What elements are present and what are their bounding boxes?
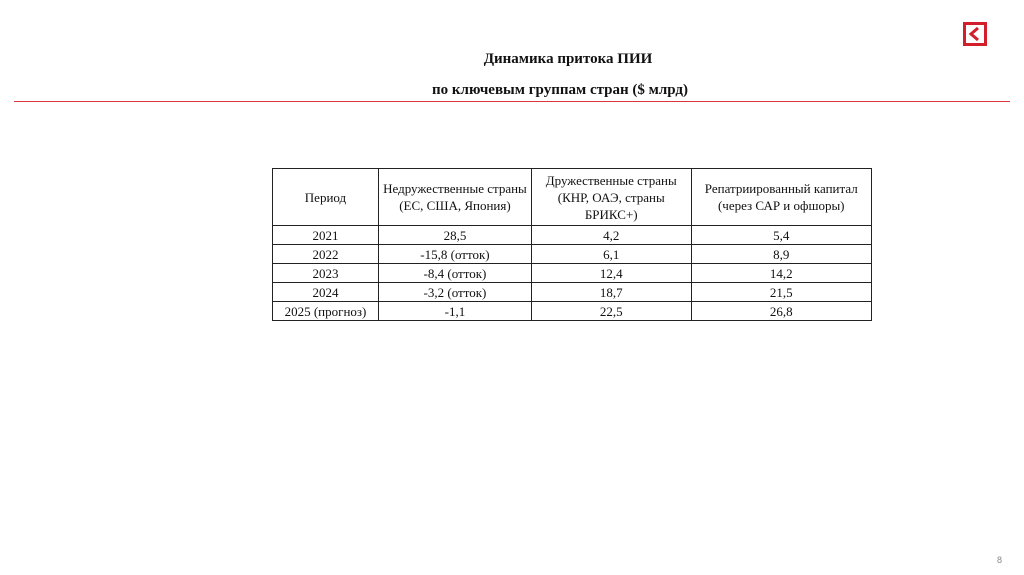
brand-logo bbox=[963, 22, 987, 46]
cell-friendly: 22,5 bbox=[531, 302, 691, 321]
header-repatriated: Репатриированный капитал (через САР и офшоры) bbox=[691, 169, 872, 226]
cell-friendly: 18,7 bbox=[531, 283, 691, 302]
fdi-table bbox=[272, 168, 872, 321]
cell-friendly: 6,1 bbox=[531, 245, 691, 264]
cell-period: 2024 bbox=[273, 283, 379, 302]
slide-title: Динамика притока ПИИ bbox=[483, 51, 653, 67]
cell-repatriated: 26,8 bbox=[691, 302, 872, 321]
cell-period: 2022 bbox=[273, 245, 379, 264]
cell-friendly: 4,2 bbox=[531, 226, 691, 245]
table-row bbox=[273, 245, 872, 264]
table-row bbox=[273, 283, 872, 302]
title-divider bbox=[14, 101, 1010, 102]
cell-unfriendly: -8,4 (отток) bbox=[378, 264, 531, 283]
table-row bbox=[273, 264, 872, 283]
slide-subtitle: по ключевым группам стран ($ млрд) bbox=[432, 82, 688, 98]
cell-repatriated: 8,9 bbox=[691, 245, 872, 264]
table-row bbox=[273, 302, 872, 321]
cell-unfriendly: -15,8 (отток) bbox=[378, 245, 531, 264]
cell-repatriated: 14,2 bbox=[691, 264, 872, 283]
cell-period: 2021 bbox=[273, 226, 379, 245]
table-row bbox=[273, 226, 872, 245]
table-header-row bbox=[273, 169, 872, 226]
cell-unfriendly: -1,1 bbox=[378, 302, 531, 321]
cell-period: 2025 (прогноз) bbox=[273, 302, 379, 321]
chevron-left-icon bbox=[968, 27, 982, 41]
cell-period: 2023 bbox=[273, 264, 379, 283]
page-number: 8 bbox=[997, 555, 1003, 565]
cell-friendly: 12,4 bbox=[531, 264, 691, 283]
cell-repatriated: 5,4 bbox=[691, 226, 872, 245]
cell-unfriendly: 28,5 bbox=[378, 226, 531, 245]
header-period: Период bbox=[273, 169, 379, 226]
header-unfriendly: Недружественные страны (ЕС, США, Япония) bbox=[378, 169, 531, 226]
cell-unfriendly: -3,2 (отток) bbox=[378, 283, 531, 302]
cell-repatriated: 21,5 bbox=[691, 283, 872, 302]
header-friendly: Дружественные страны (КНР, ОАЭ, страны БРИКС+) bbox=[531, 169, 691, 226]
